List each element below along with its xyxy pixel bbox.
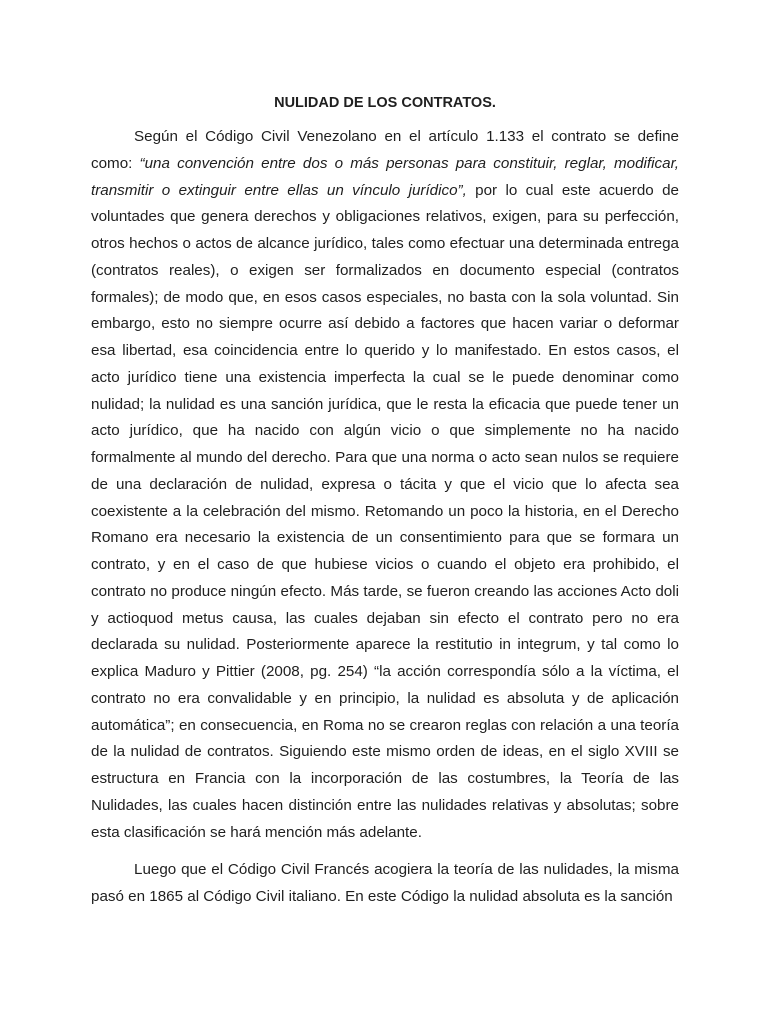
body-paragraph <box>91 124 679 846</box>
document-page <box>91 0 679 1024</box>
body-paragraph <box>91 857 679 911</box>
document-title: NULIDAD DE LOS CONTRATOS. <box>274 95 496 111</box>
italic-quotation: “una convención entre dos o más personas para constituir, reglar, modificar, transmitir o extinguir entre ellas un vínculo jurídico”, <box>91 154 680 199</box>
paragraph-lead-text: Según el Código Civil Venezolano en el artículo 1.133 el contrato se define como: <box>91 128 679 172</box>
paragraph-body-text: por lo cual este acuerdo de voluntades que genera derechos y obligaciones relativos, exigen, para su perfección, otros hechos o actos de alcance jurídico, tales como efectuar una determinada entrega (contratos reales), o exigen ser formalizados en documento especial (contratos formales); de modo que, en esos casos especiales, no basta con la sola voluntad. Sin embargo, esto no siempre ocurre así debido a factores que hacen variar o deformar esa libertad, esa coincidencia entre lo querido y lo manifestado. En estos casos, el acto jurídico tiene una existencia imperfecta la cual se le puede denominar como nulidad; la nulidad es una sanción jurídica, que le resta la eficacia que puede tener un acto jurídico, que ha nacido con algún vicio o que simplemente no ha nacido formalmente al mundo del derecho. Para que una norma o acto sean nulos se requiere de una declaración de nulidad, expresa o tácita y que el vicio que lo afecta sea coexistente a la celebración del mismo. Retomando un poco la historia, en el Derecho Romano era necesario la existencia de un consentimiento para que se formara un contrato, y en el caso de que hubiese vicios o cuando el objeto era prohibido, el contrato no produce ningún efecto. Más tarde, se fueron creando las acciones Acto doli y actioquod metus causa, las cuales dejaban sin efecto el contrato pero no era declarada su nulidad. Posteriormente aparece la restitutio in integrum, y tal como lo explica Maduro y Pittier (2008, pg. 254) “la acción correspondía sólo a la víctima, el contrato no era convalidable y en principio, la nulidad es absoluta y de aplicación automática”; en consecuencia, en Roma no se crearon reglas con relación a una teoría de la nulidad de contratos. Siguiendo este mismo orden de ideas, en el siglo XVIII se estructura en Francia con la incorporación de las costumbres, la Teoría de las Nulidades, las cuales hacen distinción entre las nulidades relativas y absolutas; sobre esta clasificación se hará mención más adelante. <box>91 181 679 841</box>
paragraph-body-text: Luego que el Código Civil Francés acogiera la teoría de las nulidades, la misma pasó en 1865 al Código Civil italiano. En este Código la nulidad absoluta es la sanción <box>91 861 679 905</box>
